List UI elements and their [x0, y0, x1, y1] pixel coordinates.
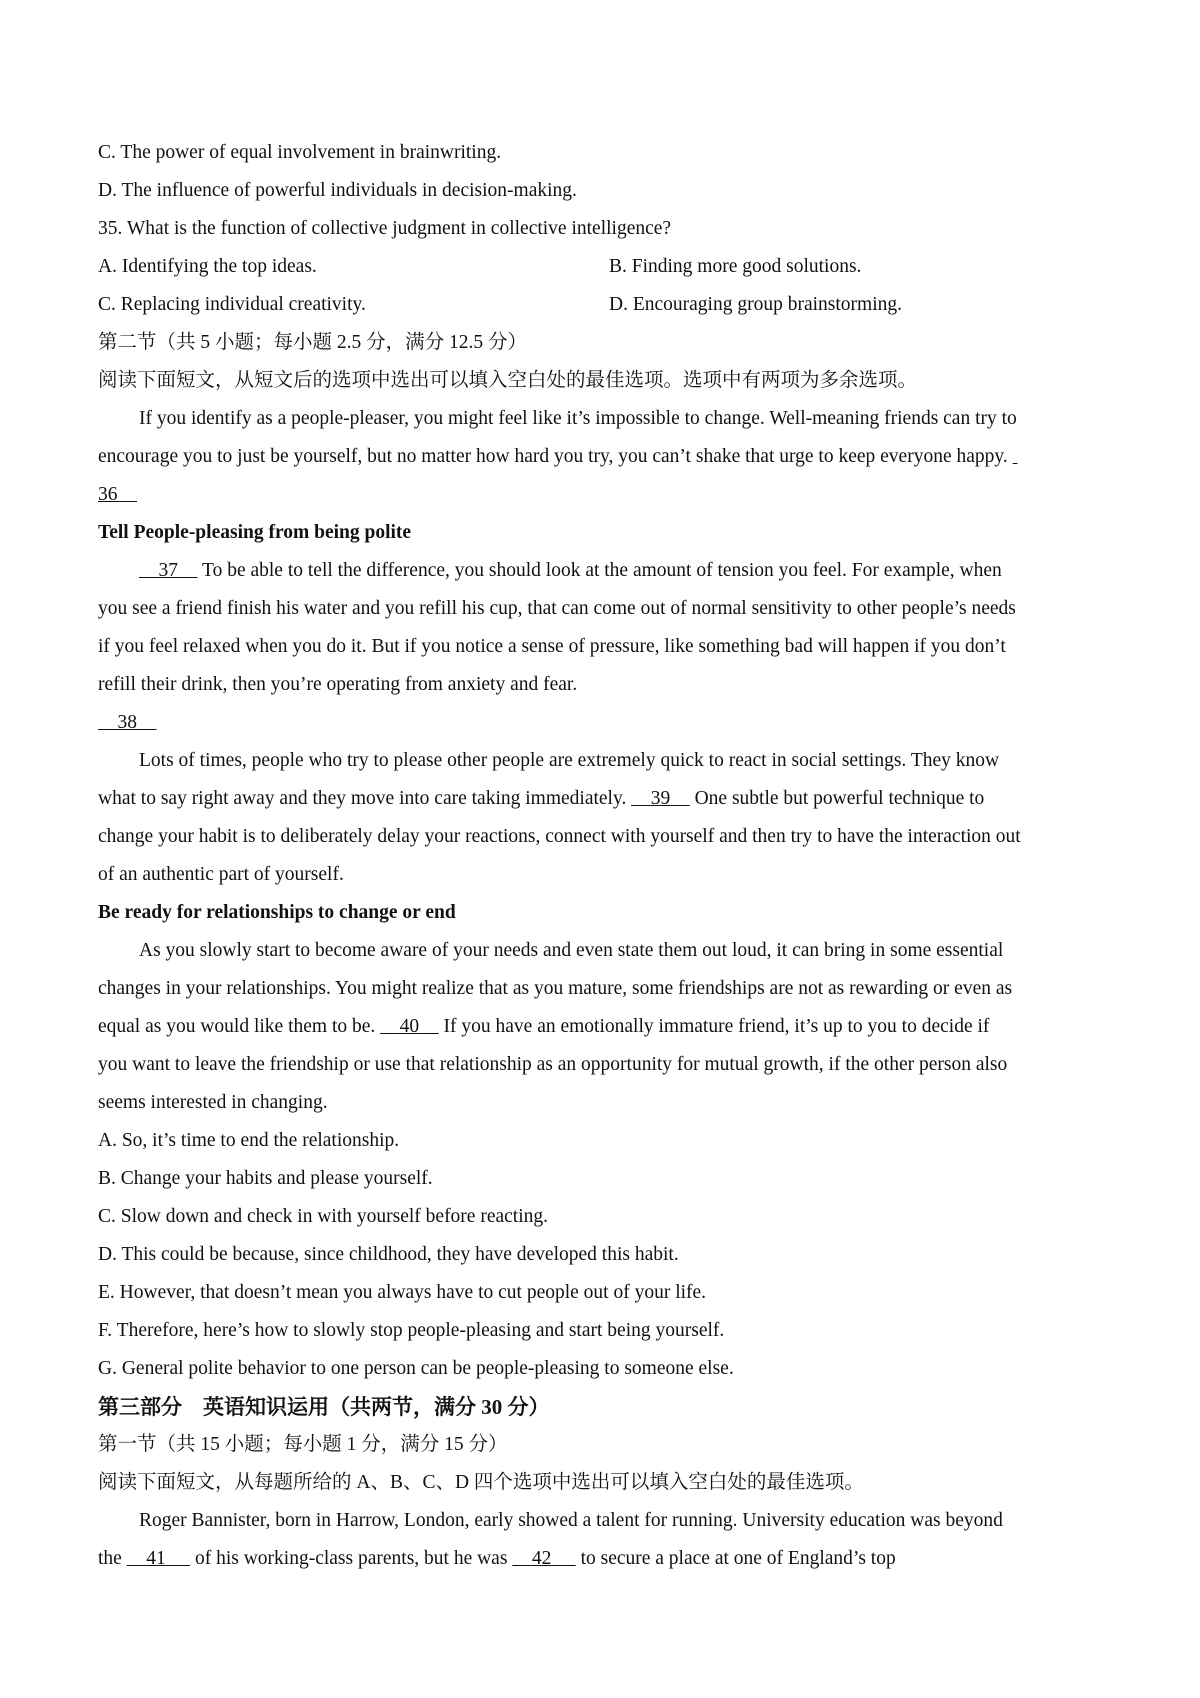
passage-text: If you have an emotionally immature friend, it’s up to you to decide if: [438, 1016, 990, 1037]
blank-41: [127, 1548, 190, 1569]
q35-options-row1: [98, 248, 1118, 286]
subheading-be-ready: Be ready for relationships to change or end: [98, 902, 456, 923]
passage-line: As you slowly start to become aware of your needs and even state them out loud, it can bring in some essential: [139, 940, 1004, 961]
passage-text: what to say right away and they move into care taking immediately.: [98, 788, 632, 809]
section2-header: 第二节（共 5 小题；每小题 2.5 分，满分 12.5 分）: [98, 332, 528, 353]
blank-number: 42: [531, 1548, 552, 1569]
option-g: G. General polite behavior to one person can be people-pleasing to someone else.: [98, 1358, 734, 1379]
passage-line: [98, 1540, 1118, 1578]
blank-number: 40: [399, 1016, 420, 1037]
blank-36: [98, 484, 137, 505]
blank-38-line: [98, 704, 1118, 742]
q34-option-d: D. The influence of powerful individuals in decision-making.: [98, 180, 577, 201]
passage-text: encourage you to just be yourself, but no matter how hard you try, you can’t shake that urge to keep everyone happy.: [98, 446, 1013, 467]
option-a: A. So, it’s time to end the relationship.: [98, 1130, 400, 1151]
option-b: B. Change your habits and please yourself.: [98, 1168, 433, 1189]
q35-option-d: D. Encouraging group brainstorming.: [609, 294, 902, 315]
passage-line: of an authentic part of yourself.: [98, 864, 344, 885]
passage-line: [98, 1008, 1118, 1046]
passage-text: equal as you would like them to be.: [98, 1016, 381, 1037]
passage-line: seems interested in changing.: [98, 1092, 328, 1113]
option-d: D. This could be because, since childhood, they have developed this habit.: [98, 1244, 679, 1265]
blank-38: [98, 712, 157, 733]
passage-line: refill their drink, then you’re operating from anxiety and fear.: [98, 674, 578, 695]
option-c: C. Slow down and check in with yourself before reacting.: [98, 1206, 549, 1227]
blank-number: 39: [650, 788, 671, 809]
option-e: E. However, that doesn’t mean you always have to cut people out of your life.: [98, 1282, 707, 1303]
passage-text: One subtle but powerful technique to: [689, 788, 985, 809]
q35-option-a: A. Identifying the top ideas.: [98, 256, 317, 277]
blank-underline: [1013, 446, 1018, 467]
q35-options-row2: [98, 286, 1118, 324]
blank-number: 37: [158, 560, 178, 581]
passage-text: To be able to tell the difference, you should look at the amount of tension you feel. For example, when: [197, 560, 1002, 581]
subheading-tell-people-pleasing: Tell People-pleasing from being polite: [98, 522, 412, 543]
passage-line: If you identify as a people-pleaser, you might feel like it’s impossible to change. Well-meaning friends can try to: [139, 408, 1017, 429]
passage-line: you want to leave the friendship or use that relationship as an opportunity for mutual growth, if the other person also: [98, 1054, 1008, 1075]
blank-36-line: [98, 476, 1118, 514]
passage-line: [98, 552, 1118, 590]
q34-option-c: C. The power of equal involvement in brainwriting.: [98, 142, 502, 163]
exam-page: [98, 134, 1118, 1578]
part3-title: 第三部分 英语知识运用（共两节，满分 30 分）: [98, 1395, 550, 1419]
q35-stem: 35. What is the function of collective judgment in collective intelligence?: [98, 218, 672, 239]
option-f: F. Therefore, here’s how to slowly stop people-pleasing and start being yourself.: [98, 1320, 725, 1341]
blank-number: 38: [117, 712, 137, 733]
passage-text: the: [98, 1548, 127, 1569]
q35-option-c: C. Replacing individual creativity.: [98, 294, 366, 315]
passage-line: you see a friend finish his water and you refill his cup, that can come out of normal sensitivity to other people’s needs: [98, 598, 1016, 619]
section2-instruction: 阅读下面短文，从短文后的选项中选出可以填入空白处的最佳选项。选项中有两项为多余选项。: [98, 370, 918, 391]
part3-instruction: 阅读下面短文，从每题所给的 A、B、C、D 四个选项中选出可以填入空白处的最佳选项。: [98, 1472, 864, 1493]
blank-number: 36: [98, 484, 118, 505]
blank-37: [139, 560, 198, 581]
passage-line: [98, 780, 1118, 818]
passage-line: changes in your relationships. You might realize that as you mature, some friendships are not as rewarding or even as: [98, 978, 1013, 999]
passage-line: change your habit is to deliberately delay your reactions, connect with yourself and then try to have the interaction out: [98, 826, 1021, 847]
blank-40: [380, 1016, 439, 1037]
blank-42: [512, 1548, 575, 1569]
blank-39: [631, 788, 690, 809]
passage-line: Lots of times, people who try to please other people are extremely quick to react in social settings. They know: [139, 750, 1000, 771]
q35-option-b: B. Finding more good solutions.: [609, 256, 862, 277]
passage-line: Roger Bannister, born in Harrow, London, early showed a talent for running. University education was beyond: [139, 1510, 1003, 1531]
part3-section1-header: 第一节（共 15 小题；每小题 1 分，满分 15 分）: [98, 1434, 508, 1455]
blank-number: 41: [146, 1548, 166, 1569]
passage-text: of his working-class parents, but he was: [190, 1548, 513, 1569]
passage-line: if you feel relaxed when you do it. But if you notice a sense of pressure, like something bad will happen if you don’t: [98, 636, 1006, 657]
passage-line: [98, 438, 1118, 476]
passage-text: to secure a place at one of England’s top: [575, 1548, 896, 1569]
